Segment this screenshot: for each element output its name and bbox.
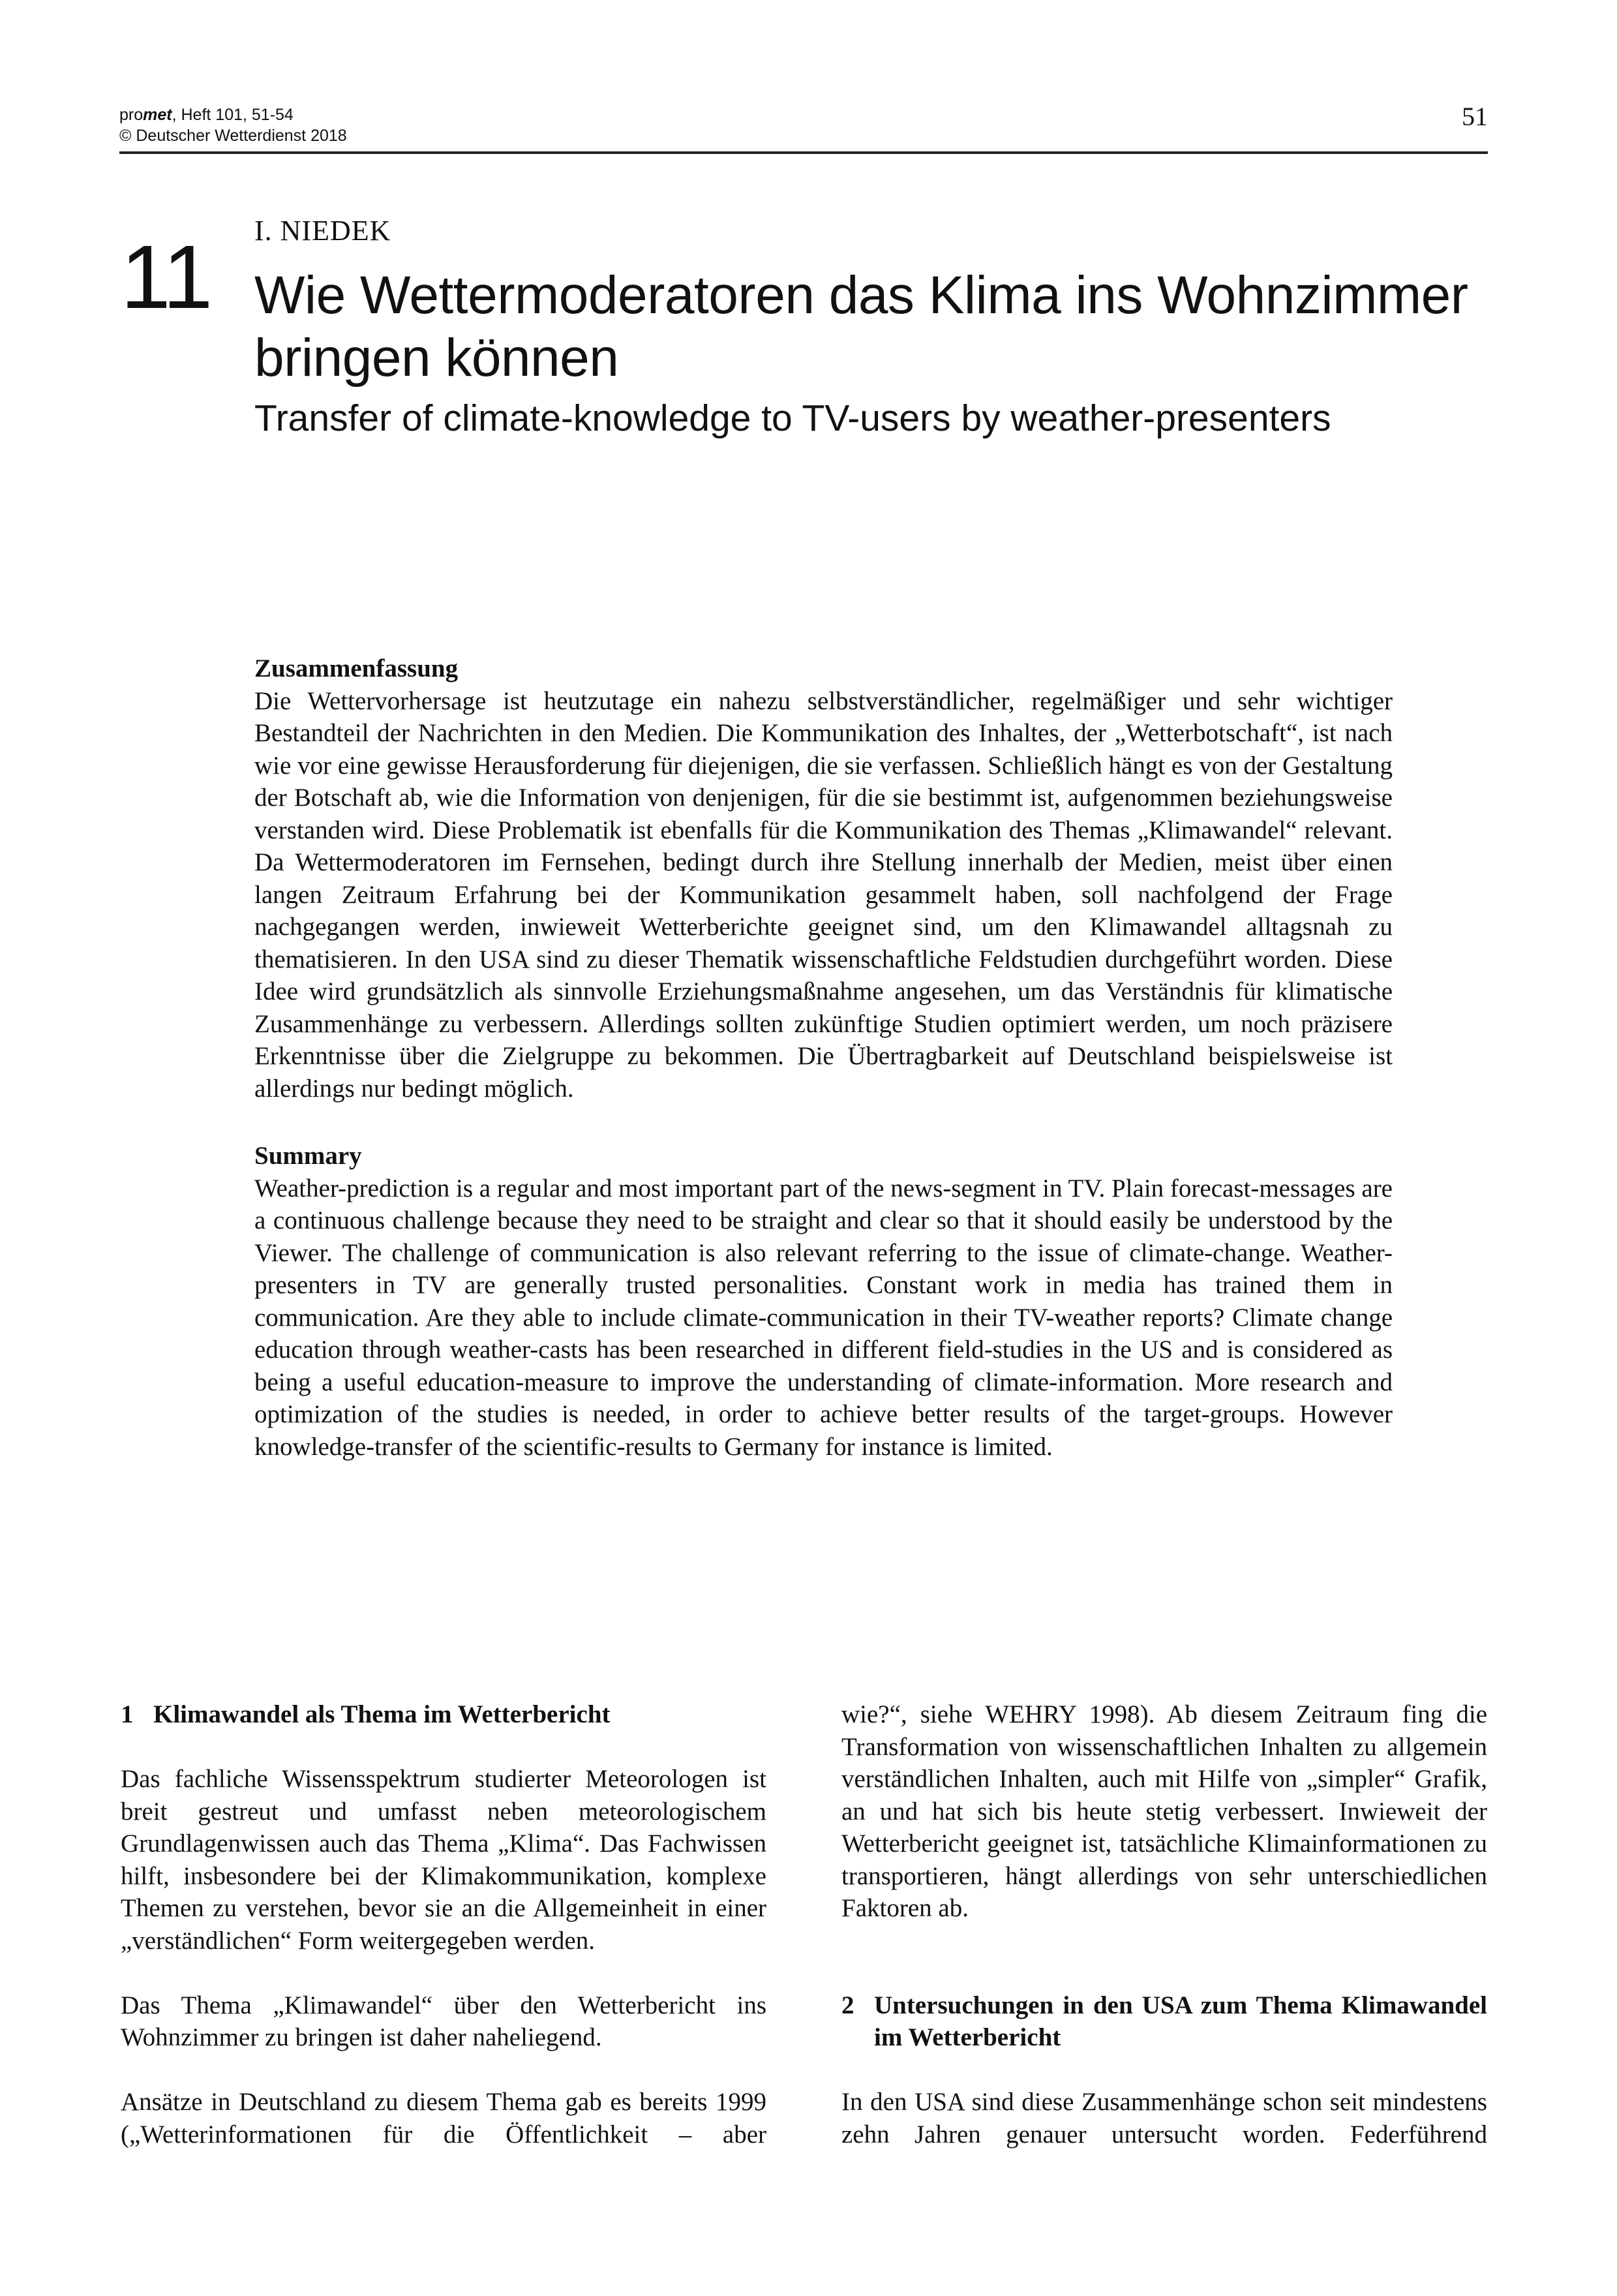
- journal-name-prefix: pro: [119, 106, 144, 124]
- chapter-number: 11: [121, 227, 212, 328]
- journal-citation: [119, 104, 347, 146]
- author: I. NIEDEK: [254, 215, 391, 247]
- abstract-english-heading: Summary: [254, 1142, 362, 1170]
- journal-issue-line: [119, 104, 347, 125]
- abstract-german: [254, 652, 1393, 1105]
- article-subtitle: Transfer of climate-knowledge to TV-users by weather-presenters: [254, 397, 1331, 439]
- body-paragraph: wie?“, siehe WEHRY 1998). Ab diesem Zeitraum fing die Transformation von wissenschaftlichen Inhalten zu allgemein verständlichen Inhalten, auch mit Hilfe von „simpler“ Grafik, an und hat sich bis heute stetig verbessert. Inwieweit der Wetterbericht geeignet ist, tatsächliche Klimainformationen zu transportieren, hängt allerdings von sehr unterschiedlichen Faktoren ab.: [841, 1700, 1487, 1922]
- body-paragraph: In den USA sind diese Zusammenhänge schon seit mindestens zehn Jahren genauer untersucht worden. Federführend: [841, 2088, 1487, 2149]
- header-divider: [119, 151, 1488, 154]
- section-number: 2: [841, 1991, 854, 2019]
- section-heading: [841, 1989, 1487, 2054]
- journal-issue: , Heft 101, 51-54: [172, 106, 294, 124]
- section-title: Untersuchungen in den USA zum Thema Klimawandel im Wetterbericht: [874, 1991, 1487, 2051]
- journal-name-emphasis: met: [143, 106, 172, 124]
- section-heading: [121, 1698, 766, 1731]
- abstract-english-text: Weather-prediction is a regular and most important part of the news-segment in TV. Plain forecast-messages are a continuous challenge because they need to be straight and clear so that it should easily be understood by the Viewer. The challenge of communication is also relevant referring to the issue of climate-change. Weather-presenters in TV are generally trusted personalities. Constant work in media has trained them in communication. Are they able to include climate-communication in their TV-weather reports? Climate change education through weather-casts has been researched in different field-studies in the US and is considered as being a useful education-measure to improve the understanding of climate-information. More research and optimization of the studies is needed, in order to achieve better results of the target-groups. However knowledge-transfer of the scientific-results to Germany for instance is limited.: [254, 1174, 1393, 1461]
- body-paragraph: Ansätze in Deutschland zu diesem Thema gab es bereits 1999 („Wetterinformationen für die Öffentlichkeit – aber: [121, 2088, 766, 2149]
- body-column-right: [841, 1698, 1487, 2183]
- page-number: 51: [1462, 102, 1488, 131]
- section-title: Klimawandel als Thema im Wetterbericht: [153, 1700, 611, 1728]
- body-paragraph: Das Thema „Klimawandel“ über den Wetterbericht ins Wohnzimmer zu bringen ist daher naheliegend.: [121, 1991, 766, 2051]
- copyright-line: © Deutscher Wetterdienst 2018: [119, 127, 347, 145]
- body-column-left: [121, 1698, 766, 2183]
- abstract-english: [254, 1140, 1393, 1463]
- body-paragraph: Das fachliche Wissensspektrum studierter Meteorologen ist breit gestreut und umfasst neben meteorologischem Grundlagenwissen auch das Thema „Klima“. Das Fachwissen hilft, insbesondere bei der Klimakommunikation, komplexe Themen zu verstehen, bevor sie an die Allgemeinheit in einer „verständlichen“ Form weitergegeben werden.: [121, 1765, 766, 1955]
- abstract-german-heading: Zusammenfassung: [254, 654, 459, 682]
- section-number: 1: [121, 1700, 134, 1728]
- abstract-german-text: Die Wettervorhersage ist heutzutage ein nahezu selbstverständlicher, regelmäßiger und sehr wichtiger Bestandteil der Nachrichten in den Medien. Die Kommunikation des Inhaltes, der „Wetterbotschaft“, ist nach wie vor eine gewisse Herausforderung für diejenigen, die sie verfassen. Schließlich hängt es von der Gestaltung der Botschaft ab, wie die Information von denjenigen, für die sie bestimmt ist, aufgenommen beziehungsweise verstanden wird. Diese Problematik ist ebenfalls für die Kommunikation des Themas „Klimawandel“ relevant. Da Wettermoderatoren im Fernsehen, bedingt durch ihre Stellung innerhalb der Medien, meist über einen langen Zeitraum Erfahrung bei der Kommunikation gesammelt haben, soll nachfolgend der Frage nachgegangen werden, inwieweit Wetterberichte geeignet sind, um den Klimawandel alltagsnah zu thematisieren. In den USA sind zu dieser Thematik wissenschaftliche Feldstudien durchgeführt worden. Diese Idee wird grundsätzlich als sinnvolle Erziehungsmaßnahme angesehen, um das Verständnis für klimatische Zusammenhänge zu verbessern. Allerdings sollten zukünftige Studien optimiert werden, um noch präzisere Erkenntnisse über die Zielgruppe zu bekommen. Die Übertragbarkeit auf Deutschland beispielsweise ist allerdings nur bedingt möglich.: [254, 686, 1393, 1103]
- article-title: Wie Wettermoderatoren das Klima ins Wohnzimmer bringen können: [254, 266, 1468, 388]
